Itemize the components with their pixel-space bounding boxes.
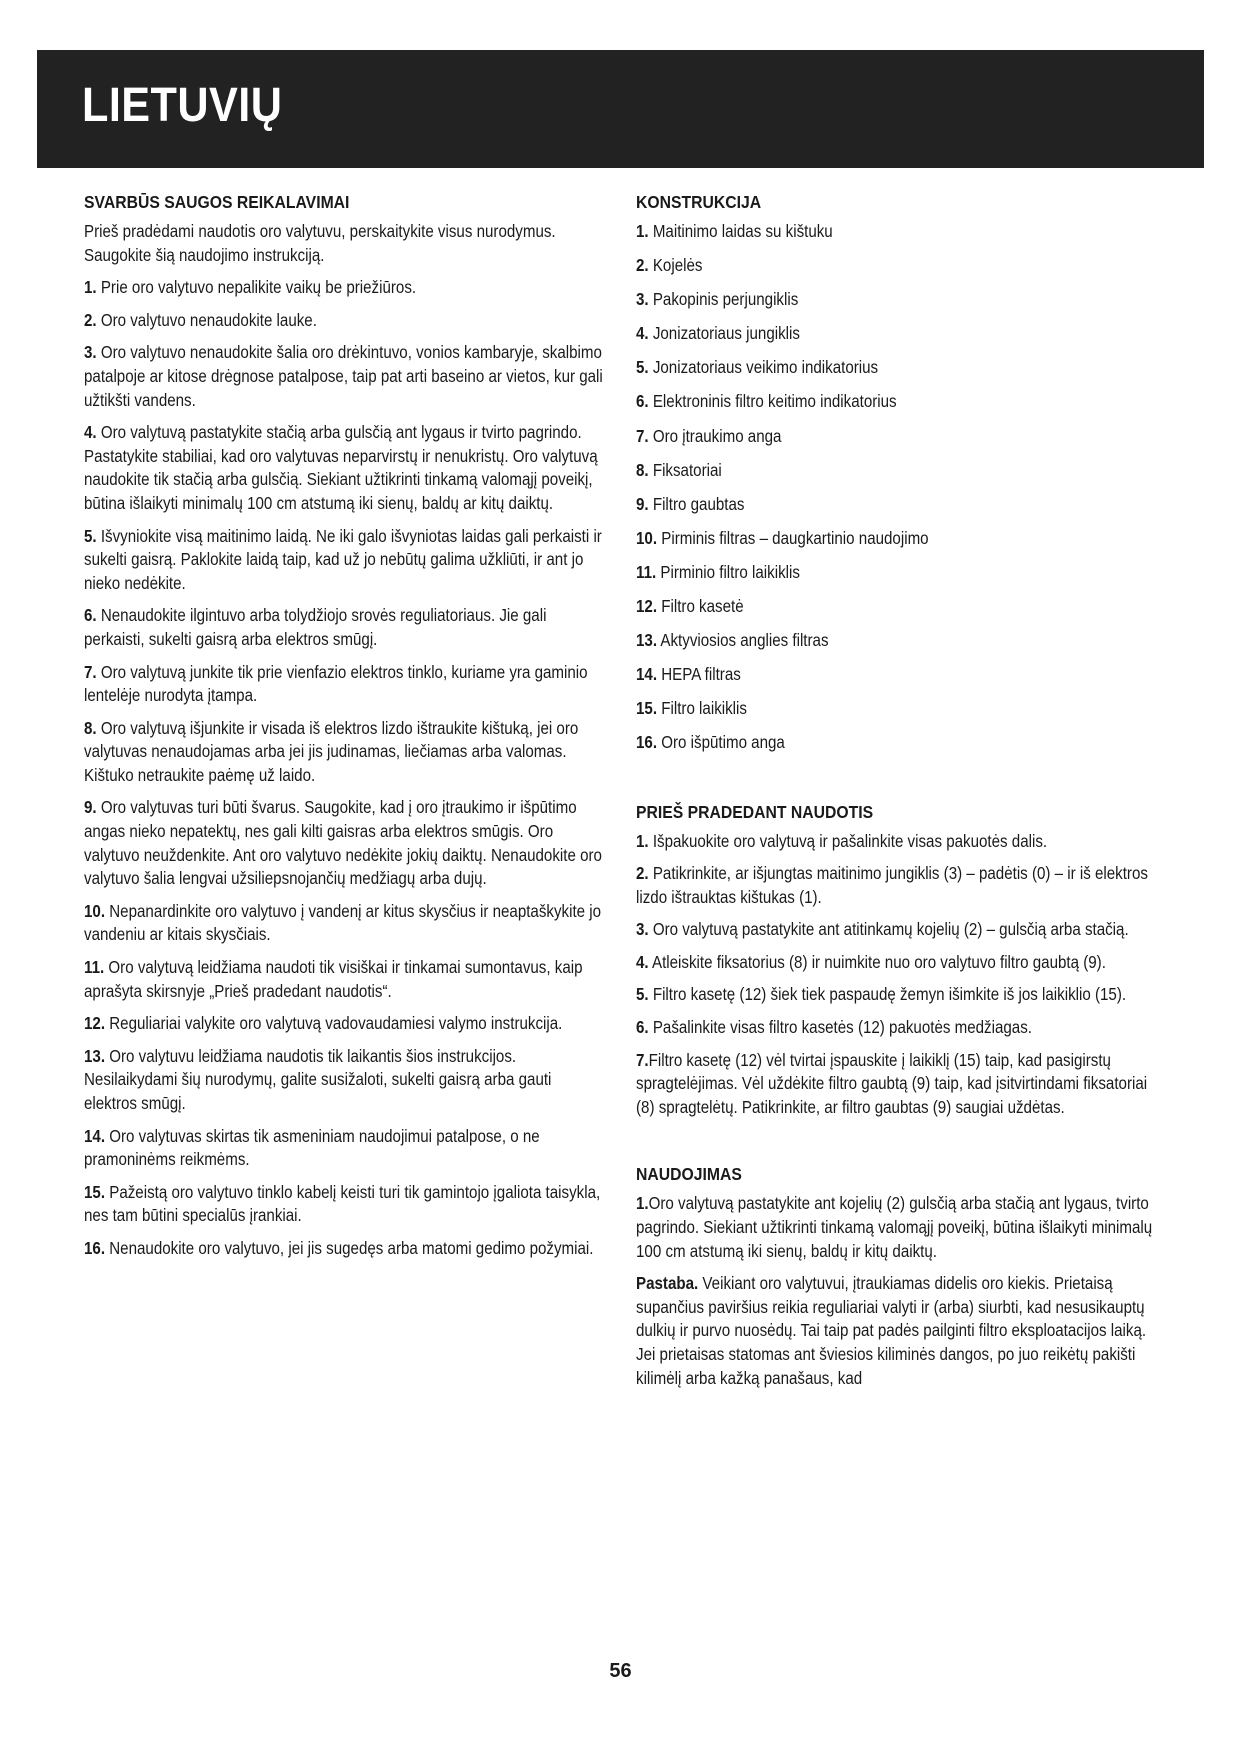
safety-column	[84, 190, 604, 1270]
item-text: Oro valytuvą pastatykite stačią arba gulsčią ant lygaus ir tvirto pagrindo. Pastatykite stabiliai, kad oro valytuvas neparvirstų ir nenukristų. Oro valytuvą naudokite tik stačią arba gulsčią. Siekiant užtikrinti tinkamą valomąjį poveikį, būtina išlaikyti minimalų 100 cm atstumą iki sienų, baldų ar kitų daiktų.	[84, 422, 598, 513]
step-item	[636, 951, 1161, 975]
safety-item	[84, 421, 604, 515]
item-text: Oro valytuvo nenaudokite šalia oro drėkintuvo, vonios kambaryje, skalbimo patalpoje ar kitose drėgnose patalpose, taip pat arti baseino ar vietos, kur gali užtikšti vandens.	[84, 342, 603, 410]
item-number: 3.	[636, 919, 649, 940]
item-text: Nepanardinkite oro valytuvo į vandenį ar kitus skysčius ir neaptaškykite jo vandeniu ar kitais skysčiais.	[84, 900, 602, 945]
item-text: Oro įtraukimo anga	[652, 425, 782, 446]
part-item	[636, 254, 1161, 278]
item-number: 16.	[636, 732, 658, 753]
item-number: 4.	[636, 323, 649, 344]
step-item	[636, 1049, 1161, 1120]
safety-heading: SVARBŪS SAUGOS REIKALAVIMAI	[84, 192, 350, 212]
item-number: 3.	[84, 342, 97, 363]
construction-heading: KONSTRUKCIJA	[636, 192, 762, 212]
item-text: Oro valytuvą junkite tik prie vienfazio elektros tinklo, kuriame yra gaminio lentelėje nurodyta įtampa.	[84, 661, 588, 706]
step-item	[636, 1016, 1161, 1040]
item-text: Fiksatoriai	[652, 459, 722, 480]
item-number: 9.	[84, 797, 97, 818]
item-number: 16.	[84, 1237, 106, 1258]
item-number: 8.	[636, 459, 649, 480]
item-text: Maitinimo laidas su kištuku	[652, 221, 833, 241]
part-item	[636, 663, 1161, 687]
item-text: Oro valytuvą pastatykite ant atitinkamų kojelių (2) – gulsčią arba stačią.	[652, 919, 1129, 940]
item-text: Oro valytuvą pastatykite ant kojelių (2) gulsčią arba stačią ant lygaus, tvirto pagrindo. Siekiant užtikrinti tinkamą valomąjį poveikį, būtina išlaikyti minimalų 100 cm atstumą iki sienų, baldų ir kitų daiktų.	[636, 1193, 1153, 1261]
safety-intro: Prieš pradėdami naudotis oro valytuvu, perskaitykite visus nurodymus. Saugokite šią naudojimo instrukciją.	[84, 221, 556, 265]
item-number: 2.	[636, 255, 649, 276]
item-text: Oro išpūtimo anga	[661, 732, 785, 753]
item-number: 9.	[636, 493, 649, 514]
item-number: 1.	[636, 1193, 649, 1214]
safety-item	[84, 956, 604, 1003]
part-item	[636, 731, 1161, 755]
before-use-section	[636, 800, 1161, 1120]
item-number: 13.	[636, 630, 658, 651]
item-number: 14.	[636, 664, 658, 685]
item-number: 7.	[636, 1049, 649, 1070]
item-number: 1.	[84, 277, 97, 298]
before-use-heading: PRIEŠ PRADEDANT NAUDOTIS	[636, 801, 874, 822]
item-text: HEPA filtras	[661, 664, 741, 685]
header-bar	[37, 50, 1204, 168]
item-number: 7.	[636, 425, 649, 446]
item-text: Pašalinkite visas filtro kasetės (12) pakuotės medžiagas.	[652, 1017, 1032, 1038]
part-item	[636, 220, 1161, 244]
language-title: LIETUVIŲ	[82, 79, 283, 132]
item-text: Aktyviosios anglies filtras	[660, 630, 829, 651]
part-item	[636, 425, 1161, 449]
step-item	[636, 862, 1161, 909]
part-item	[636, 561, 1161, 585]
item-text: Oro valytuvą išjunkite ir visada iš elektros lizdo ištraukite kištuką, jei oro valytuvas nenaudojamas arba jei jis judinamas, liečiamas arba valomas. Kištuko netraukite paėmę už laido.	[84, 717, 579, 785]
safety-item	[84, 1045, 604, 1116]
item-number: 10.	[84, 900, 106, 921]
safety-item	[84, 1125, 604, 1172]
item-number: 13.	[84, 1045, 106, 1066]
step-item	[636, 918, 1161, 942]
item-text: Oro valytuvu leidžiama naudotis tik laikantis šios instrukcijos. Nesilaikydami šių nurodymų, galite susižaloti, sukelti gaisrą arba gauti elektros smūgį.	[84, 1045, 552, 1113]
instructions-column	[636, 190, 1161, 1399]
safety-item	[84, 900, 604, 947]
item-text: Pažeistą oro valytuvo tinklo kabelį keisti turi tik gamintojo įgaliota taisykla, nes tam būtini specialūs įrankiai.	[84, 1181, 601, 1226]
item-number: 5.	[84, 525, 97, 546]
item-text: Oro valytuvą leidžiama naudoti tik visiškai ir tinkamai sumontavus, kaip aprašyta skirsnyje „Prieš pradedant naudotis“.	[84, 957, 583, 1001]
item-text: Patikrinkite, ar išjungtas maitinimo jungiklis (3) – padėtis (0) – ir iš elektros lizdo ištrauktas kištukas (1).	[636, 863, 1148, 907]
item-number: 7.	[84, 661, 97, 682]
safety-item	[84, 604, 604, 651]
safety-item	[84, 276, 604, 300]
item-text: Oro valytuvas skirtas tik asmeniniam naudojimui patalpose, o ne pramoninėms reikmėms.	[84, 1125, 540, 1170]
item-text: Atleiskite fiksatorius (8) ir nuimkite nuo oro valytuvo filtro gaubtą (9).	[651, 951, 1106, 972]
part-item	[636, 288, 1161, 312]
part-item	[636, 629, 1161, 653]
item-text: Išvyniokite visą maitinimo laidą. Ne iki galo išvyniotas laidas gali perkaisti ir sukelti gaisrą. Paklokite laidą taip, kad už jo nebūtų galima užkliūti, ir ant jo nieko nedėkite.	[84, 525, 602, 593]
item-number: 5.	[636, 357, 649, 378]
item-number: 10.	[636, 527, 658, 548]
note-paragraph	[636, 1272, 1161, 1390]
usage-section	[636, 1162, 1161, 1390]
safety-item	[84, 1012, 604, 1036]
item-text: Filtro kasetę (12) šiek tiek paspaudę žemyn išimkite iš jos laikiklio (15).	[652, 984, 1127, 1005]
safety-item	[84, 525, 604, 596]
item-text: Elektroninis filtro keitimo indikatorius	[652, 391, 897, 412]
part-item	[636, 527, 1161, 551]
safety-item	[84, 717, 604, 788]
item-number: 1.	[636, 830, 649, 851]
item-number: 12.	[84, 1013, 106, 1034]
part-item	[636, 697, 1161, 721]
item-text: Filtro kasetę (12) vėl tvirtai įspauskite į laikiklį (15) taip, kad pasigirstų spragtelėjimas. Vėl uždėkite filtro gaubtą (9) taip, kad įsitvirtindami fiksatoriai (8) spragtelėtų. Patikrinkite, ar filtro gaubtas (9) saugiai uždėtas.	[636, 1049, 1148, 1117]
note-label: Pastaba.	[636, 1273, 699, 1294]
item-text: Filtro gaubtas	[652, 493, 745, 514]
item-text: Pirminis filtras – daugkartinio naudojimo	[661, 527, 929, 548]
page-number: 56	[609, 1660, 632, 1682]
part-item	[636, 493, 1161, 517]
item-text: Kojelės	[652, 255, 703, 276]
section-spacer	[636, 1128, 1161, 1162]
step-item	[636, 830, 1161, 854]
item-text: Nenaudokite ilgintuvo arba tolydžiojo srovės reguliatoriaus. Jie gali perkaisti, sukelti gaisrą arba elektros smūgį.	[84, 605, 547, 649]
item-text: Jonizatoriaus jungiklis	[652, 323, 800, 344]
item-text: Reguliariai valykite oro valytuvą vadovaudamiesi valymo instrukcija.	[109, 1013, 563, 1034]
item-number: 3.	[636, 289, 649, 310]
safety-item	[84, 796, 604, 890]
item-number: 2.	[84, 309, 97, 330]
item-number: 6.	[636, 391, 649, 412]
usage-heading: NAUDOJIMAS	[636, 1164, 742, 1185]
construction-section	[636, 190, 1161, 755]
item-text: Išpakuokite oro valytuvą ir pašalinkite visas pakuotės dalis.	[652, 830, 1048, 851]
item-text: Jonizatoriaus veikimo indikatorius	[652, 357, 879, 378]
item-text: Filtro kasetė	[661, 596, 744, 617]
safety-item	[84, 661, 604, 708]
item-number: 2.	[636, 863, 649, 884]
item-number: 12.	[636, 596, 658, 617]
item-text: Pirminio filtro laikiklis	[660, 561, 800, 582]
item-number: 11.	[84, 957, 105, 978]
note-text: Veikiant oro valytuvui, įtraukiamas didelis oro kiekis. Prietaisą supančius paviršius reikia reguliariai valyti ir (arba) siurbti, kad nesusikauptų dulkių ir purvo nuosėdų. Tai taip pat padės pailginti filtro eksploatacijos laiką. Jei prietaisas statomas ant šviesios kiliminės dangos, po juo reikėtų pakišti kilimėlį arba kažką panašaus, kad	[636, 1273, 1147, 1388]
item-text: Pakopinis perjungiklis	[652, 289, 799, 310]
step-item	[636, 983, 1161, 1007]
item-number: 15.	[84, 1181, 106, 1202]
item-number: 8.	[84, 717, 97, 738]
usage-item	[636, 1192, 1161, 1263]
part-item	[636, 356, 1161, 380]
item-number: 1.	[636, 221, 649, 241]
safety-item	[84, 1237, 604, 1261]
item-text: Filtro laikiklis	[661, 698, 747, 719]
item-number: 11.	[636, 561, 657, 582]
part-item	[636, 390, 1161, 414]
item-number: 14.	[84, 1125, 106, 1146]
part-item	[636, 322, 1161, 346]
item-number: 6.	[84, 605, 97, 626]
part-item	[636, 595, 1161, 619]
item-number: 5.	[636, 984, 649, 1005]
item-number: 15.	[636, 698, 658, 719]
item-number: 6.	[636, 1017, 649, 1038]
item-text: Prie oro valytuvo nepalikite vaikų be priežiūros.	[100, 277, 417, 298]
item-text: Oro valytuvo nenaudokite lauke.	[100, 309, 317, 330]
item-number: 4.	[84, 422, 97, 443]
item-text: Nenaudokite oro valytuvo, jei jis sugedęs arba matomi gedimo požymiai.	[109, 1237, 594, 1258]
safety-item	[84, 1181, 604, 1228]
safety-item	[84, 341, 604, 412]
safety-item	[84, 309, 604, 333]
item-text: Oro valytuvas turi būti švarus. Saugokite, kad į oro įtraukimo ir išpūtimo angas nieko nepatektų, nes gali kilti gaisras arba elektros smūgis. Oro valytuvo neuždenkite. Ant oro valytuvo nedėkite jokių daiktų. Nenaudokite oro valytuvo šalia lengvai užsiliepsnojančių medžiagų arba dujų.	[84, 797, 602, 889]
section-spacer	[636, 766, 1161, 800]
item-number: 4.	[636, 951, 649, 972]
part-item	[636, 459, 1161, 483]
